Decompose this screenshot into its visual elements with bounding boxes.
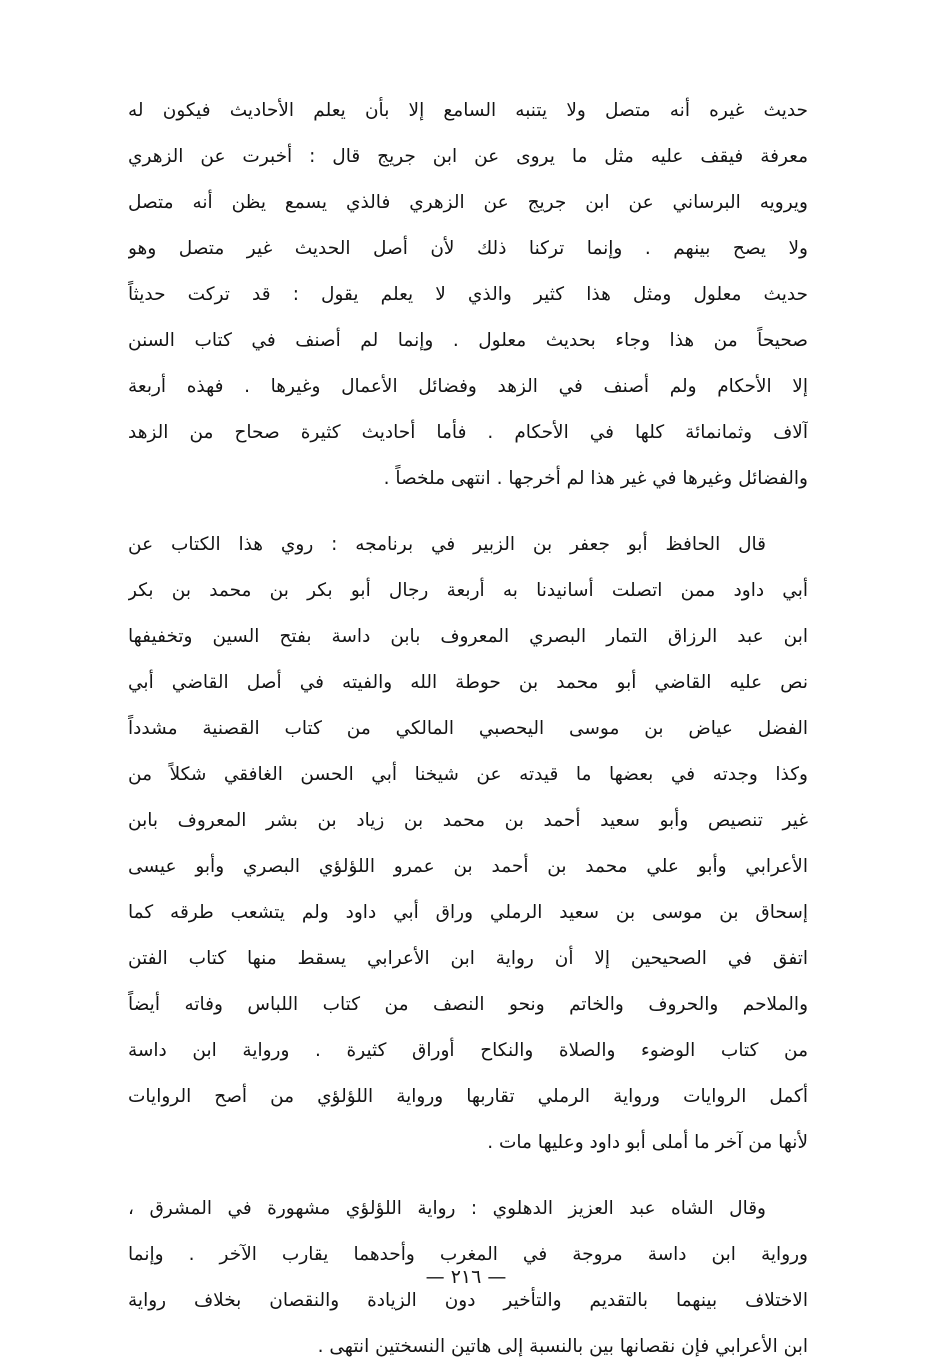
paragraph-gap (128, 502, 808, 522)
paragraph-2 (128, 522, 808, 1166)
text-line: آلاف وثمانمائة كلها في الأحكام . فأما أحاديث كثيرة صحاح من الزهد (128, 422, 808, 443)
text-line: صحيحاً من هذا وجاء بحديث معلول . وإنما لم أصنف في كتاب السنن (128, 330, 808, 351)
text-line: أبي داود ممن اتصلت أسانيدنا به أربعة رجال أبو بكر بن محمد بن بكر (128, 580, 808, 601)
text-line: ويرويه البرساني عن ابن جريج عن الزهري فالذي يسمع يظن أنه متصل (128, 192, 808, 213)
text-line: معرفة فيقف عليه مثل ما يروى عن ابن جريج قال : أخبرت عن الزهري (128, 146, 808, 167)
text-line: الاختلاف بينهما بالتقديم والتأخير دون الزيادة والنقصان بخلاف رواية (128, 1290, 808, 1311)
text-line: وقال الشاه عبد العزيز الدهلوي : رواية اللؤلؤي مشهورة في المشرق ، (128, 1198, 766, 1219)
text-line: أكمل الروايات ورواية الرملي تقاربها ورواية اللؤلؤي من أصح الروايات (128, 1086, 808, 1107)
text-line: الأعرابي وأبو علي محمد بن أحمد بن عمرو اللؤلؤي البصري وأبو عيسى (128, 856, 808, 877)
text-line: غير تنصيص وأبو سعيد أحمد بن محمد بن زياد بن بشر المعروف بابن (128, 810, 808, 831)
text-line: والملاحم والحروف والخاتم ونحو النصف من كتاب اللباس وفاته أيضاً (128, 994, 808, 1015)
paragraph-gap (128, 1166, 808, 1186)
text-line: اتفق في الصحيحين إلا أن رواية ابن الأعرابي يسقط منها كتاب الفتن (128, 948, 808, 969)
text-line: إلا الأحكام ولم أصنف في الزهد وفضائل الأعمال وغيرها . فهذه أربعة (128, 376, 808, 397)
text-line: وكذا وجدته في بعضها ما قيدته عن شيخنا أبي الحسن الغافقي شكلاً من (128, 764, 808, 785)
text-line: نص عليه القاضي أبو محمد بن حوطة الله والفيته في أصل القاضي أبي (128, 672, 808, 693)
page-number: — ٢١٦ — (425, 1266, 507, 1288)
text-line: ورواية ابن داسة مروجة في المغرب وأحدهما يقارب الآخر . وإنما (128, 1244, 808, 1265)
text-line: حديث معلول ومثل هذا كثير والذي لا يعلم يقول : قد تركت حديثاً (128, 284, 808, 305)
text-line: لأنها من آخر ما أملى أبو داود وعليها مات . (487, 1132, 808, 1153)
text-line: الفضل عياض بن موسى اليحصبي المالكي من كتاب القصنية مشدداً (128, 718, 808, 739)
text-line: والفضائل وغيرها في غير هذا لم أخرجها . انتهى ملخصاً . (383, 468, 808, 489)
text-line: ابن الأعرابي فإن نقصانها بين بالنسبة إلى هاتين النسختين انتهى . (317, 1336, 808, 1357)
text-line: حديث غيره أنه متصل ولا يتنبه السامع إلا بأن يعلم الأحاديث فيكون له (128, 100, 808, 121)
text-line: من كتاب الوضوء والصلاة والنكاح أوراق كثيرة . ورواية ابن داسة (128, 1040, 808, 1061)
text-line: ولا يصح بينهم . وإنما تركنا ذلك لأن أصل الحديث غير متصل وهو (128, 238, 808, 259)
text-line: قال الحافظ أبو جعفر بن الزبير في برنامجه : روي هذا الكتاب عن (128, 534, 766, 555)
text-line: ابن عبد الرزاق التمار البصري المعروف بابن داسة بفتح السين وتخفيفها (128, 626, 808, 647)
text-line: إسحاق بن موسى بن سعيد الرملي وراق أبي داود ولم يتشعب طرقه كما (128, 902, 808, 923)
paragraph-1 (128, 88, 808, 502)
page-body (128, 88, 808, 1370)
